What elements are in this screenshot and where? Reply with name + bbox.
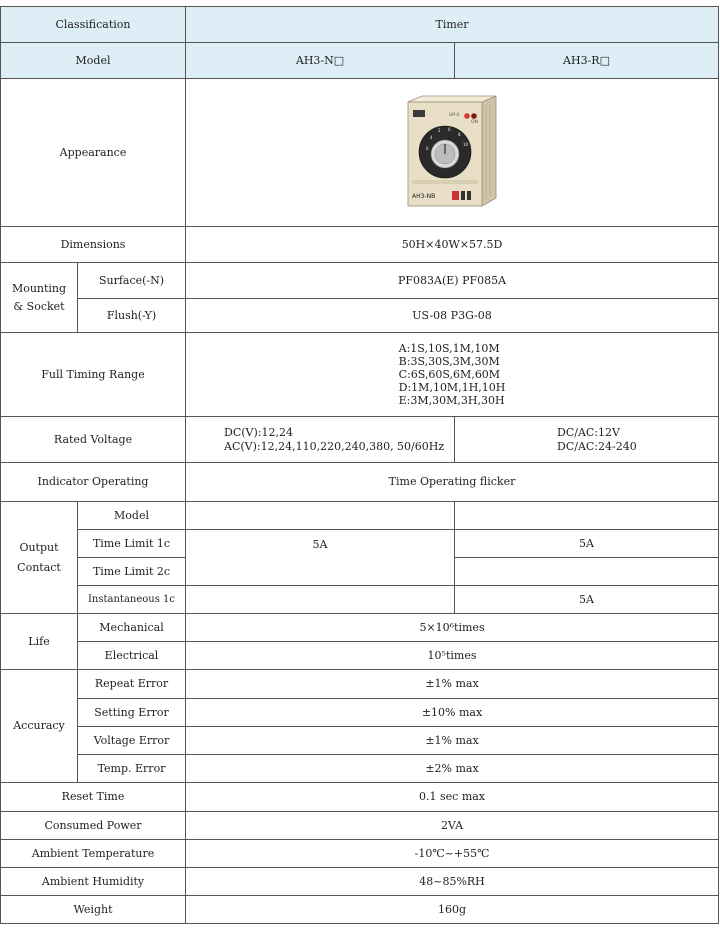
timing-row: [1, 333, 719, 417]
header-row: [1, 7, 719, 43]
badge-label: AH3-NB: [412, 192, 436, 200]
power-row: [1, 812, 719, 840]
svg-text:10: 10: [463, 141, 469, 147]
model-r: AH3-R□: [455, 43, 719, 79]
timing-ranges-list: [399, 342, 506, 407]
ambient-temp-value: -10℃~+55℃: [186, 840, 719, 868]
voltage-n-line2: AC(V):12,24,110,220,240,380, 50/60Hz: [224, 439, 445, 453]
output-label-line1: Output: [19, 540, 59, 554]
svg-text:2: 2: [438, 127, 441, 133]
weight-label: Weight: [1, 896, 186, 924]
output-model-label: Model: [78, 502, 186, 530]
inst-r-value: 5A: [455, 586, 719, 614]
inst-label: Instantaneous 1c: [78, 586, 186, 614]
svg-text:8: 8: [458, 131, 461, 137]
mounting-surface-row: [1, 263, 719, 299]
voltage-r-line1: DC/AC:12V: [557, 425, 620, 439]
power-label: Consumed Power: [1, 812, 186, 840]
model-row: [1, 43, 719, 79]
mark-on: ON: [471, 119, 478, 125]
timing-range-item: A:1S,10S,1M,10M: [398, 341, 500, 355]
life-mech-row: [1, 614, 719, 642]
mech-value: 5×10⁶times: [186, 614, 719, 642]
elec-label: Electrical: [78, 642, 186, 670]
appearance-row: [1, 79, 719, 227]
voltage-row: [1, 417, 719, 463]
accuracy-voltage-row: [1, 727, 719, 755]
svg-text:4: 4: [430, 134, 433, 140]
weight-row: [1, 896, 719, 924]
accuracy-label: Accuracy: [1, 670, 78, 783]
flush-value: US-08 P3G-08: [186, 299, 719, 333]
output-tl1-row: [1, 530, 719, 558]
mounting-label-line2: & Socket: [13, 299, 65, 313]
repeat-label: Repeat Error: [78, 670, 186, 699]
tl1-r-value: 5A: [455, 530, 719, 558]
output-inst-row: [1, 586, 719, 614]
indicator-label: Indicator Operating: [1, 463, 186, 502]
ambient-temp-label: Ambient Temperature: [1, 840, 186, 868]
appearance-cell: [186, 79, 719, 227]
appearance-label: Appearance: [1, 79, 186, 227]
timing-value: [186, 333, 719, 417]
humidity-row: [1, 868, 719, 896]
mounting-label-line1: Mounting: [11, 281, 67, 295]
surface-label: Surface(-N): [78, 263, 186, 299]
indicator-row: [1, 463, 719, 502]
temp-value: ±2% max: [186, 755, 719, 783]
tl2-r-value: [455, 558, 719, 586]
voltage-n: [186, 417, 455, 463]
humidity-label: Ambient Humidity: [1, 868, 186, 896]
ambient-temp-row: [1, 840, 719, 868]
timer-header: Timer: [186, 7, 719, 43]
svg-text:6: 6: [426, 145, 429, 151]
output-model-row: [1, 502, 719, 530]
timing-range-item: B:3S,30S,3M,30M: [398, 354, 500, 368]
output-model-n: [186, 502, 455, 530]
mark-up: UP-0: [449, 112, 460, 118]
reset-value: 0.1 sec max: [186, 783, 719, 812]
dimensions-label: Dimensions: [1, 227, 186, 263]
power-value: 2VA: [186, 812, 719, 840]
mounting-flush-row: [1, 299, 719, 333]
accuracy-setting-row: [1, 699, 719, 727]
output-label: [1, 502, 78, 614]
surface-value: PF083A(E) PF085A: [186, 263, 719, 299]
dimensions-value: 50H×40W×57.5D: [186, 227, 719, 263]
reset-label: Reset Time: [1, 783, 186, 812]
inst-n-value: [186, 586, 455, 614]
elec-value: 10⁵times: [186, 642, 719, 670]
timing-range-item: E:3M,30M,3H,30H: [398, 393, 505, 407]
life-label: Life: [1, 614, 78, 670]
voltage-n-line1: DC(V):12,24: [224, 425, 293, 439]
svg-text:0: 0: [448, 126, 451, 132]
accuracy-repeat-row: [1, 670, 719, 699]
reset-row: [1, 783, 719, 812]
indicator-value: Time Operating flicker: [186, 463, 719, 502]
output-model-r: [455, 502, 719, 530]
tl1-label: Time Limit 1c: [78, 530, 186, 558]
voltage-r: [455, 417, 719, 463]
voltage-r-line2: DC/AC:24-240: [557, 439, 637, 453]
repeat-value: ±1% max: [186, 670, 719, 699]
output-label-line2: Contact: [17, 560, 61, 574]
timer-relay-image: [402, 94, 502, 212]
setting-value: ±10% max: [186, 699, 719, 727]
tl-n-value: 5A: [186, 530, 455, 586]
temp-label: Temp. Error: [78, 755, 186, 783]
voltage-error-value: ±1% max: [186, 727, 719, 755]
model-label: Model: [1, 43, 186, 79]
tl2-label: Time Limit 2c: [78, 558, 186, 586]
accuracy-temp-row: [1, 755, 719, 783]
flush-label: Flush(-Y): [78, 299, 186, 333]
timing-range-item: C:6S,60S,6M,60M: [398, 367, 501, 381]
mech-label: Mechanical: [78, 614, 186, 642]
voltage-error-label: Voltage Error: [78, 727, 186, 755]
dimensions-row: [1, 227, 719, 263]
setting-label: Setting Error: [78, 699, 186, 727]
timing-range-item: D:1M,10M,1H,10H: [398, 380, 506, 394]
weight-value: 160g: [186, 896, 719, 924]
model-n: AH3-N□: [186, 43, 455, 79]
timing-label: Full Timing Range: [1, 333, 186, 417]
mounting-label: [1, 263, 78, 333]
life-elec-row: [1, 642, 719, 670]
humidity-value: 48~85%RH: [186, 868, 719, 896]
classification-header: Classification: [1, 7, 186, 43]
spec-table: [0, 6, 719, 924]
voltage-label: Rated Voltage: [1, 417, 186, 463]
